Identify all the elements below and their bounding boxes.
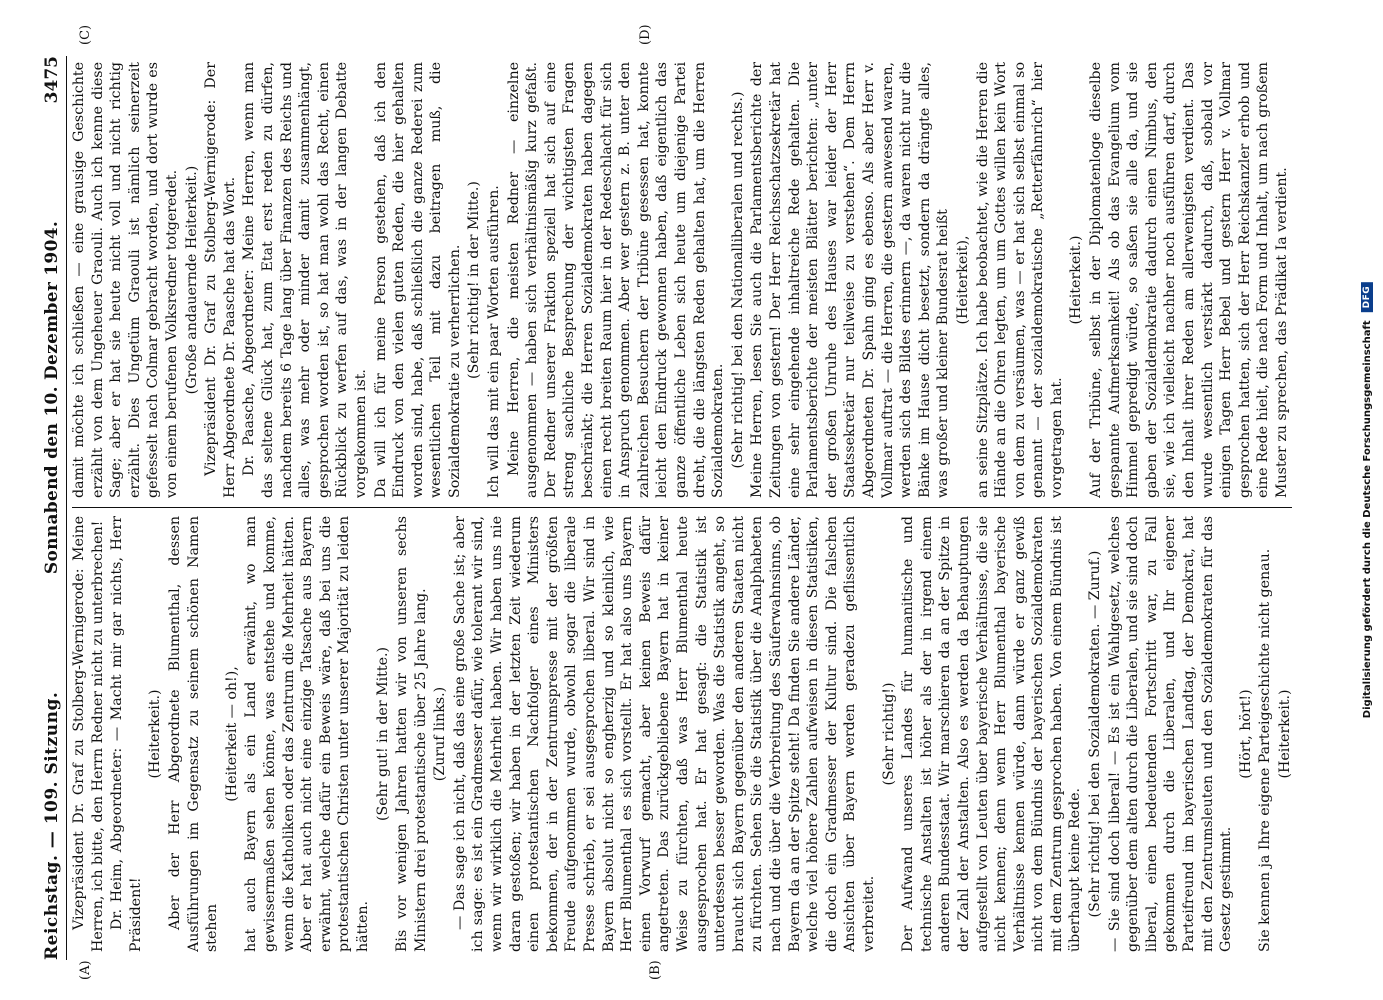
interjection: (Sehr gut! in der Mitte.) [374,646,391,822]
header-date: Sonnabend den 10. Dezember 1904. [42,220,62,575]
credit-text: Digitalisierung gefördert durch die Deutsche Forschungsgemeinschaft [1361,320,1373,719]
interjection: (Sehr richtig! in der Mitte.) [466,181,483,379]
paragraph: Bis vor wenigen Jahren hatten wir von unseren sechs Ministern drei protestantische über 25 Jahre lang. [394,516,429,952]
margin-marker-c: (C) [78,24,93,45]
paragraph: Meine Herren, die meisten Redner — einzelne ausgenommen — haben sich verhältnismäßig kurz gefaßt. Der Redner unserer Fraktion speziell hat sich auf eine streng sachliche Besprechung der wichtigsten Fragen beschränkt; die Herren Sozialdemokraten haben dagegen einen recht breiten Raum hier in der Redeschlacht für sich in Anspruch genommen. Aber wer gestern z. B. unter den zahlreichen Besuchern der Tribüne gesessen hat, konnte leicht den Eindruck gewonnen haben, daß eigentlich das ganze öffentliche Leben sich heute um diejenige Partei dreht, die die längsten Reden gehalten hat, um die Herren Sozialdemokraten. [505,62,727,498]
dfg-logo: DFG [1361,282,1373,313]
interjection [1293,62,1295,498]
text-column-left [70,516,1295,952]
paragraph: Vizepräsident Dr. Graf zu Stolberg-Wernigerode: Meine Herren, ich bitte, den Herrn Redner nicht zu unterbrechen! [71,516,106,952]
paragraph: Dr. Paasche, Abgeordneter: Meine Herren, wenn man das seltene Glück hat, zum Etat erst reden zu dürfen, nachdem bereits 6 Tage lang über Finanzen des Reichs und alles, was mehr oder minder damit zusammenhängt, gesprochen worden ist, so hat man wohl das Recht, einen Rückblick zu werfen auf das, was in der langen Debatte vorgekommen ist. [241,62,369,498]
margin-marker-b: (B) [648,960,663,980]
paragraph: an seine Sitzplätze. Ich habe beobachtet, wie die Herren die Hände an die Ohren legten, um um Gottes willen kein Wort von dem zu versäumen, was — er hat sich selbst einmal so genannt — der sozialdemokratische „Retterfähnrich“ hier vorgetragen hat. [974,62,1065,498]
paragraph: Ich will das mit ein paar Worten ausführen. [486,185,503,498]
paragraph: Aber der Herr Abgeordnete Blumenthal, dessen Ausführungen im Gegensatz zu seinem schönen Namen stehen [166,516,221,952]
margin-marker-a: (A) [78,960,93,980]
paragraph: damit möchte ich schließen — eine grausige Geschichte erzählt von dem Ungeheuer Graouli. Auch ich kenne diese Sage; aber er hat sie heute nicht voll und nicht richtig erzählt. Dies Ungetüm Graouli ist nämlich seinerzeit gefesselt nach Colmar gebracht worden, und dort wurde es von einem berufenen Volksredner totgeredet. [71,62,180,498]
paragraph: Da will ich für meine Person gestehen, daß ich den Eindruck von den vielen guten Reden, die hier gehalten worden sind, habe, daß schließlich die ganze Rederei zum wesentlichen Teil mit dazu beitragen muß, die Sozialdemokratie zu verherrlichen. [372,62,463,498]
interjection: (Heiterkeit.) [1277,689,1293,779]
interjection: (Sehr richtig! bei den Nationalliberalen und rechts.) [729,91,746,469]
paragraph: Vizepräsident Dr. Graf zu Stolberg-Wernigerode: Der Herr Abgeordnete Dr. Paasche hat das Wort. [203,62,238,498]
header-left: Reichstag. — 109. Sitzung. [42,691,62,960]
interjection: (Heiterkeit), [954,235,971,325]
newspaper-page [20,26,1340,990]
interjection: (Heiterkeit.) [1068,235,1085,325]
page-number: 3475 [42,56,62,104]
digitization-credit [1361,282,1373,718]
page-header [30,56,67,960]
column-divider [72,507,1292,508]
interjection: (Sehr richtig!) [880,682,897,786]
paragraph: — Das sage ich nicht, daß das eine große Sache ist; aber ich sage: es ist ein Gradmesser dafür, wie tolerant wir sind, wenn wir wirklich die Mehrheit haben. Wir haben uns nie daran gestoßen; wir haben in der letzten Zeit wiederum einen protestantischen Nachfolger eines Ministers bekommen, der in der Zentrumspresse mit der größten Freude aufgenommen wurde, obwohl sogar die liberale Presse schrieb, er sei ausgesprochen liberal. Wir sind in Bayern absolut nicht so engherzig und so kleinlich, wie Herr Blumenthal es sich vorstellt. Er hat also uns Bayern einen Vorwurf gemacht, aber keinen Beweis dafür angetreten. Das zurückgebliebene Bayern hat in keiner Weise zu fürchten, daß was Herr Blumenthal heute ausgesprochen hat. Er hat gesagt: die Statistik ist unterdessen besser geworden. Was die Statistik angeht, so braucht sich Bayern gegenüber den anderen Staaten nicht zu fürchten. Sehen Sie die Statistik über die Analphabeten nach und die über die Verbreitung des Säuferwahnsinns, ob Bayern da an der Spitze steht! Da finden Sie andere Länder, welche viel höhere Zahlen aufweisen in diesen Statistiken, die doch ein Gradmesser der Kultur sind. Die falschen Ansichten über Bayern werden geradezu geflissentlich verbreitet. [451,516,877,952]
paragraph: Meine Herren, lesen Sie auch die Parlamentsberichte der Zeitungen von gestern! Der Herr Reichsschatzsekretär hat eine sehr eingehende inhaltreiche Rede gehalten. Die Parlamentsberichte der meisten Blätter berichten: „unter der großen Unruhe des Hauses war leider der Herr Staatssekretär nur teilweise zu verstehen“. Dem Herrn Abgeordneten Dr. Spahn ging es ebenso. Als aber Herr v. Vollmar auftrat — die Herren, die gestern anwesend waren, werden sich des Bildes erinnern —, da waren nicht nur die Bänke im Hause dicht besetzt, sondern da drängte alles, was großer und kleiner Bundesrat heißt [749,62,952,498]
interjection: (Sehr richtig! bei den Sozialdemokraten. — Zuruf.) [1087,550,1104,918]
interjection: (Heiterkeit.) [147,689,164,779]
paragraph: Dr. Heim, Abgeordneter: — Macht mir gar nichts, Herr Präsident! [109,516,144,952]
paragraph: Auf der Tribüne, selbst in der Diplomatenloge dieselbe gespannte Aufmerksamkeit! Als ob das Evangelium vom Himmel gepredigt würde, so saßen sie alle da, und sie gaben der Sozialdemokratie dadurch einen Nimbus, den sie, wie ich vielleicht nachher noch ausführen darf, durch den Inhalt ihrer Reden am allerwenigsten verdient. Das wurde wesentlich verstärkt dadurch, daß, sobald vor einigen Tagen Herr Bebel und gestern Herr v. Vollmar gesprochen hatten, sich der Herr Reichskanzler erhob und eine Rede hielt, die nach Form und Inhalt, um nach großem Muster zu sprechen, das Prädikat Ia verdient. [1088,62,1290,498]
margin-marker-d: (D) [638,24,653,45]
paragraph: Sie kennen ja Ihre eigene Parteigeschichte nicht genau. [1257,548,1274,952]
interjection: (Große andauernde Heiterkeit.) [183,165,200,395]
interjection: (Heiterkeit — oh!), [223,666,240,802]
text-column-right [70,62,1295,498]
paragraph: Der Aufwand unseres Landes für humanitische und technische Anstalten ist höher als der in irgend einem anderen Bundesstaat. Wir marschieren da an der Spitze in der Zahl der Anstalten. Also es werden da Behauptungen aufgestellt von Leuten über bayerische Verhältnisse, die sie nicht kennen; denn wenn Herr Blumenthal bayerische Verhältnisse kennen würde, dann würde er ganz gewiß nicht von dem Bündnis der bayerischen Sozialdemokraten mit dem Zentrum gesprochen haben. Von einem Bündnis ist überhaupt keine Rede. [900,516,1084,952]
paragraph: hat auch Bayern als ein Land erwähnt, wo man gewissermaßen sehen könne, was entstehe und komme, wenn die Katholiken oder das Zentrum die Mehrheit hätten. Aber er hat auch nicht eine einzige Tatsache aus Bayern erwähnt, welche dafür ein Beweis wäre, daß bei uns die protestantischen Christen unter unserer Majorität zu leiden hätten. [243,516,371,952]
interjection: (Hört, hört!) [1237,689,1254,779]
paragraph: — Sie sind doch liberal! — Es ist ein Wahlgesetz, welches gegenüber dem alten durch die Liberalen, und sie sind doch liberal, einen bedeutenden Fortschritt war, zu Fall gekommen durch die Liberalen, und Ihr eigener Parteifreund im bayerischen Landtag, der Demokrat, hat mit den Zentrumsleuten und den Sozialdemokraten für das Gesetz gestimmt. [1106,516,1235,952]
interjection: (Zuruf links.) [432,686,449,782]
